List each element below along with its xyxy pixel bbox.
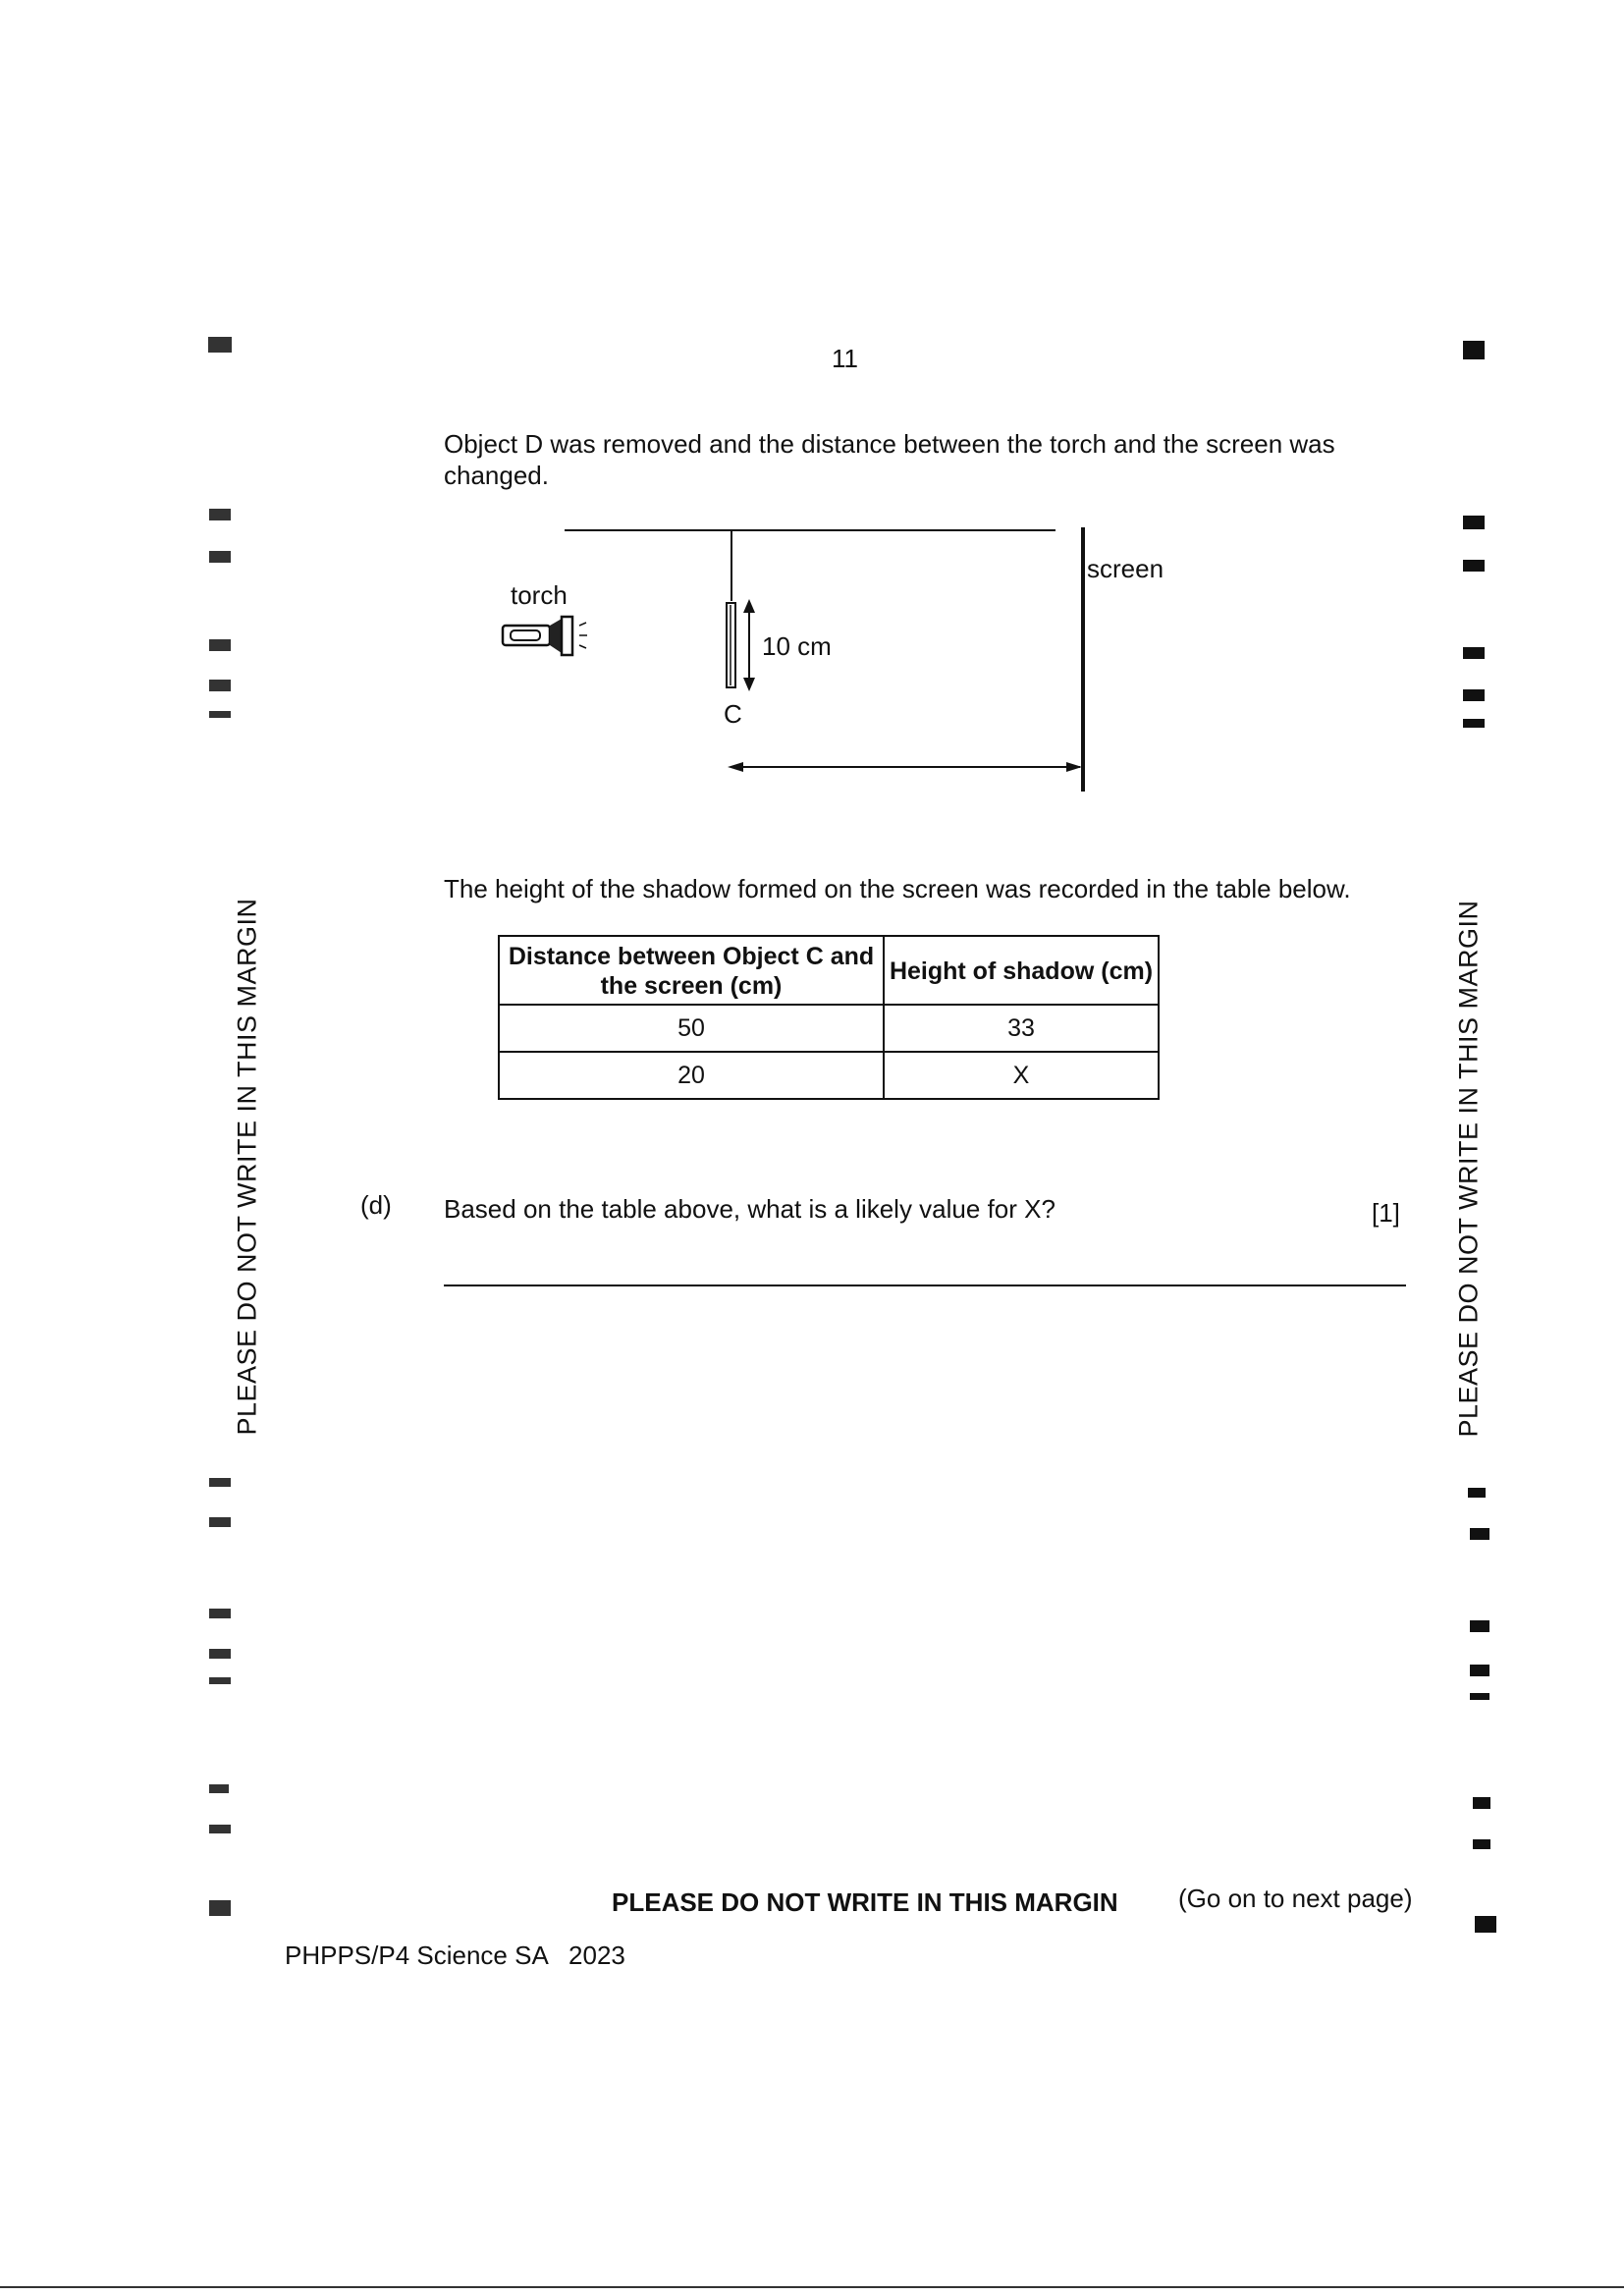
- table-row: [499, 1005, 1159, 1052]
- shadow-height-table: [498, 935, 1160, 1100]
- table-cell: 50: [499, 1005, 884, 1052]
- torch-label: torch: [511, 580, 568, 610]
- table-cell: X: [884, 1052, 1159, 1099]
- table-header-row: [499, 936, 1159, 1005]
- intro-text: Object D was removed and the distance between the torch and the screen was changed.: [444, 429, 1335, 490]
- left-margin-note-text: PLEASE DO NOT WRITE IN THIS MARGIN: [232, 898, 262, 1436]
- table-intro-text: The height of the shadow formed on the screen was recorded in the table below.: [444, 874, 1351, 903]
- question-marks: [1]: [1372, 1198, 1400, 1228]
- question-text: Based on the table above, what is a likely value for X?: [444, 1194, 1056, 1224]
- object-c-label: C: [724, 699, 742, 729]
- header-shadow-height: Height of shadow (cm): [884, 936, 1159, 1005]
- bottom-rule: [0, 2286, 1624, 2288]
- table-cell: 33: [884, 1005, 1159, 1052]
- paper-code: PHPPS/P4 Science SA 2023: [285, 1941, 625, 1970]
- table-row: [499, 1052, 1159, 1099]
- answer-line[interactable]: [444, 1285, 1406, 1286]
- right-margin-note-text: PLEASE DO NOT WRITE IN THIS MARGIN: [1453, 900, 1484, 1438]
- footer-margin-note: PLEASE DO NOT WRITE IN THIS MARGIN: [612, 1887, 1118, 1917]
- screen-label: screen: [1087, 554, 1164, 583]
- question-label: (d): [360, 1190, 392, 1220]
- next-page-note: (Go on to next page): [1178, 1884, 1413, 1913]
- table-cell: 20: [499, 1052, 884, 1099]
- header-distance: Distance between Object C and the screen (cm): [499, 936, 884, 1005]
- height-label: 10 cm: [762, 631, 832, 661]
- page-number: 11: [832, 344, 858, 373]
- torch-icon: [503, 617, 587, 655]
